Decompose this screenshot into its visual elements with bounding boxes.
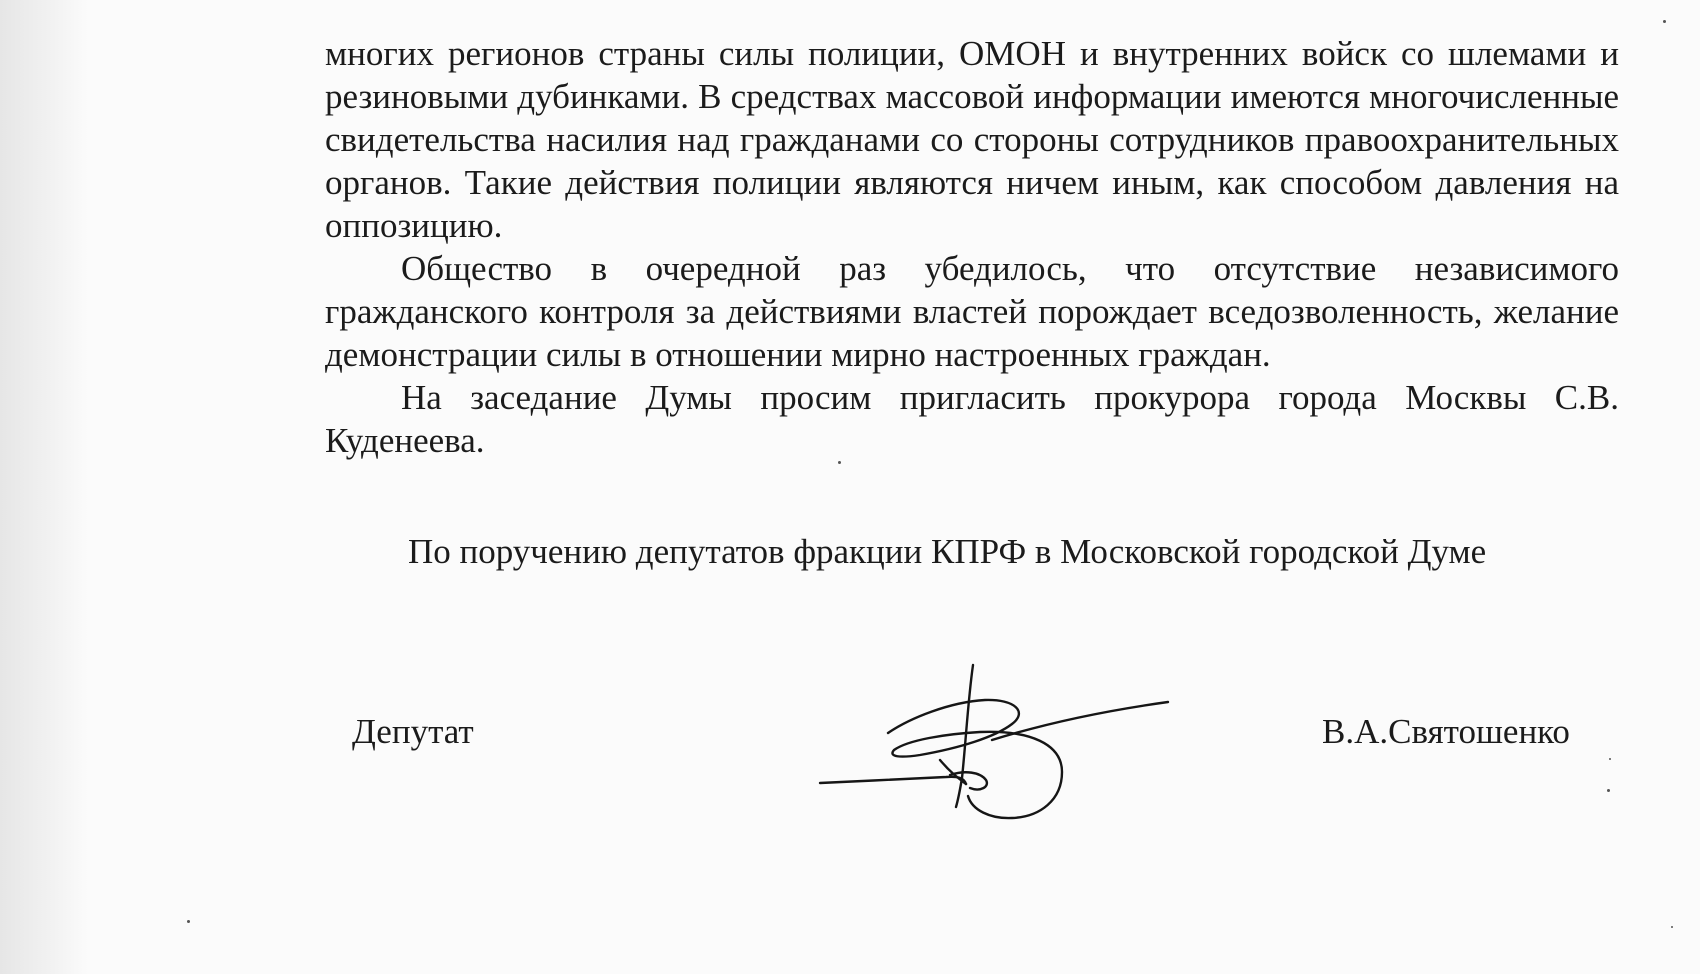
scan-speck [1663, 20, 1666, 23]
scan-speck [838, 461, 841, 464]
handwritten-signature [800, 660, 1190, 830]
signatory-name: В.А.Святошенко [1322, 712, 1570, 751]
paragraph-civil-control: Общество в очередной раз убедилось, что отсутствие независимого гражданского контроля за действиями властей порождает вседозволенность, желание демонстрации силы в отношении мирно настроенных граждан. [325, 249, 1619, 374]
scan-edge-shadow [0, 0, 88, 974]
scan-speck [1671, 926, 1673, 928]
commission-line: По поручению депутатов фракции КПРФ в Московской городской Думе [408, 532, 1487, 571]
paragraph-police-actions: многих регионов страны силы полиции, ОМОН и внутренних войск со шлемами и резиновыми дубинками. В средствах массовой информации имеются многочисленные свидетельства насилия над гражданами со стороны сотрудников правоохранительных органов. Такие действия полиции являются ничем иным, как способом давления на оппозицию. [325, 34, 1619, 245]
scan-speck [187, 920, 190, 923]
scan-speck [1609, 758, 1611, 760]
signatory-title: Депутат [352, 712, 474, 751]
scan-speck [1607, 789, 1610, 792]
paragraph-invitation: На заседание Думы просим пригласить прокурора города Москвы С.В. Куденеева. [325, 378, 1619, 460]
letter-body [325, 32, 1619, 462]
